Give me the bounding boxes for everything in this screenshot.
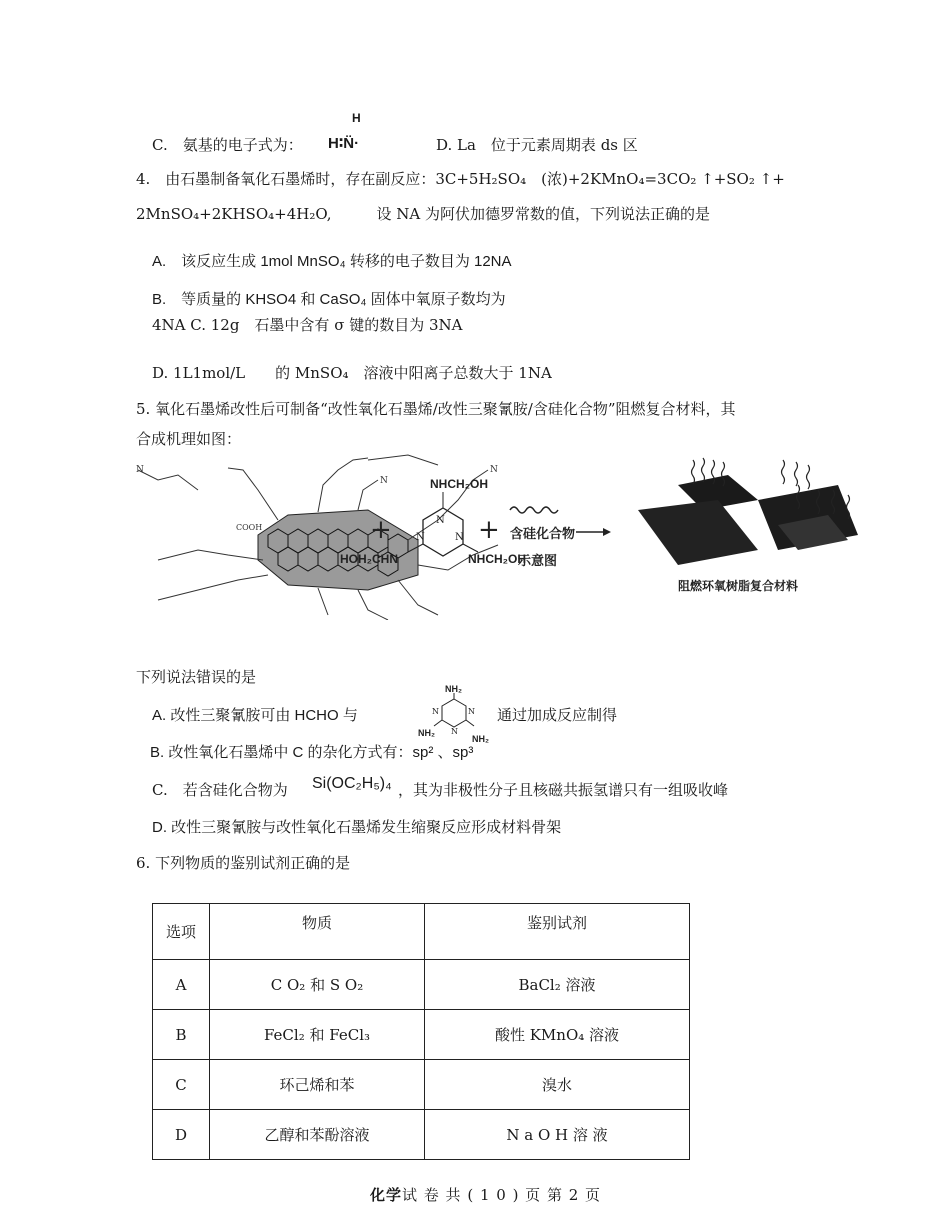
page-footer	[370, 1184, 601, 1205]
q4-stem-line1: 4. 由石墨制备氧化石墨烯时，存在副反应：3C+5H₂SO₄ (浓)+2KMnO₄=3CO₂ ↑+SO₂ ↑+	[136, 170, 785, 188]
row-c-reagent: 溴水	[425, 1060, 690, 1110]
q5-stem-line2: 合成机理如图：	[136, 430, 242, 448]
table-row	[153, 1060, 690, 1110]
fig-n-atom-1: N	[136, 465, 144, 475]
q4-option-d: D. 1L1mol/L 的 MnSO₄ 溶液中阳离子总数大于 1NA	[152, 364, 552, 382]
row-a-option: A	[153, 960, 210, 1010]
q5-question: 下列说法错误的是	[136, 668, 257, 686]
melamine-n-bottom: N	[451, 727, 458, 736]
melamine-ring-n-1: N	[436, 515, 445, 526]
reagent-table	[152, 903, 690, 1160]
melamine-right-group: NHCH₂OH	[468, 552, 526, 566]
melamine-n-right: N	[468, 707, 475, 716]
figure-plus-1: +	[370, 515, 392, 545]
melamine-nh2-left: NH₂	[418, 728, 435, 738]
header-option: 选项	[153, 904, 210, 960]
header-reagent: 鉴别试剂	[425, 904, 690, 960]
row-c-substance: 环己烯和苯	[210, 1060, 425, 1110]
fig-n-atom-3: N	[490, 465, 498, 475]
row-d-reagent: N a O H 溶 液	[425, 1110, 690, 1160]
fig-n-atom-2: N	[380, 476, 388, 486]
q4-option-b: B. 等质量的 KHSO4 和 CaSO₄ 固体中氧原子数均为	[152, 291, 506, 308]
melamine-structure	[418, 684, 498, 746]
q5-option-d: D. 改性三聚氰胺与改性氧化石墨烯发生缩聚反应形成材料骨架	[152, 819, 562, 836]
q3-option-d: D. La 位于元素周期表 ds 区	[436, 136, 638, 154]
q3-option-c-text: C. 氨基的电子式为：	[152, 136, 303, 154]
melamine-top-group: NHCH₂OH	[430, 477, 488, 491]
composite-material-label: 阻燃环氧树脂复合材料	[678, 579, 799, 593]
q3-option-c	[152, 134, 303, 155]
q4-option-b-continued: 4NA C. 12g 石墨中含有 σ 键的数目为 3NA	[152, 316, 463, 334]
row-a-reagent: BaCl₂ 溶液	[425, 960, 690, 1010]
melamine-ring-n-3: N	[455, 532, 464, 543]
q4-stem-line2: 2MnSO₄+2KHSO₄+4H₂O, 设 NA 为阿伏加德罗常数的值，下列说法正确的是	[136, 205, 711, 223]
table-row	[153, 1110, 690, 1160]
row-a-substance: C O₂ 和 S O₂	[210, 960, 425, 1010]
melamine-n-left: N	[432, 707, 439, 716]
reaction-arrow-head	[603, 528, 611, 536]
q4-option-a: A. 该反应生成 1mol MnSO₄ 转移的电子数目为 12NA	[152, 253, 512, 270]
row-b-reagent: 酸性 KMnO₄ 溶液	[425, 1010, 690, 1060]
melamine-ring-n-2: N	[416, 532, 425, 543]
silicon-compound-wave	[510, 507, 558, 513]
row-b-option: B	[153, 1010, 210, 1060]
silicon-schematic-label: 示意图	[518, 553, 558, 568]
figure-plus-2: +	[478, 515, 500, 545]
q5-option-a-suffix: 通过加成反应制得	[497, 707, 618, 724]
fig-cooh-label: COOH	[236, 523, 263, 532]
row-d-option: D	[153, 1110, 210, 1160]
row-d-substance: 乙醇和苯酚溶液	[210, 1110, 425, 1160]
table-header-row	[153, 904, 690, 960]
header-substance: 物质	[210, 904, 425, 960]
footer-page-info: 试 卷 共 ( 1 0 ) 页 第 2 页	[402, 1186, 602, 1204]
amino-h-top: H	[352, 111, 361, 125]
q5-stem-line1: 5. 氧化石墨烯改性后可制备“改性氧化石墨烯/改性三聚氰胺/含硅化合物”阻燃复合材料，其	[136, 400, 736, 418]
q5-option-c-prefix: C. 若含硅化合物为	[152, 781, 288, 799]
silicon-compound-label: 含硅化合物	[510, 526, 576, 541]
footer-subject: 化学	[370, 1186, 403, 1204]
silicon-formula: Si(OC₂H₅)₄	[312, 775, 392, 792]
melamine-nh2-right: NH₂	[472, 734, 489, 744]
q5-option-c-suffix: ，其为非极性分子且核磁共振氢谱只有一组吸收峰	[398, 781, 729, 799]
q5-option-b: B. 改性氧化石墨烯中 C 的杂化方式有：sp² 、sp³	[150, 744, 474, 761]
q6-stem: 6. 下列物质的鉴别试剂正确的是	[136, 854, 351, 872]
table-row	[153, 960, 690, 1010]
table-row	[153, 1010, 690, 1060]
row-c-option: C	[153, 1060, 210, 1110]
synthesis-mechanism-figure	[118, 450, 868, 620]
melamine-nh2-top: NH₂	[445, 684, 462, 694]
melamine-left-group: HOH₂CHN	[340, 552, 398, 566]
row-b-substance: FeCl₂ 和 FeCl₃	[210, 1010, 425, 1060]
q5-option-a-prefix: A. 改性三聚氰胺可由 HCHO 与	[152, 707, 358, 724]
amino-electron-formula: H∶N̈·	[328, 135, 360, 152]
flame-retardant-composite-illustration	[638, 458, 858, 593]
